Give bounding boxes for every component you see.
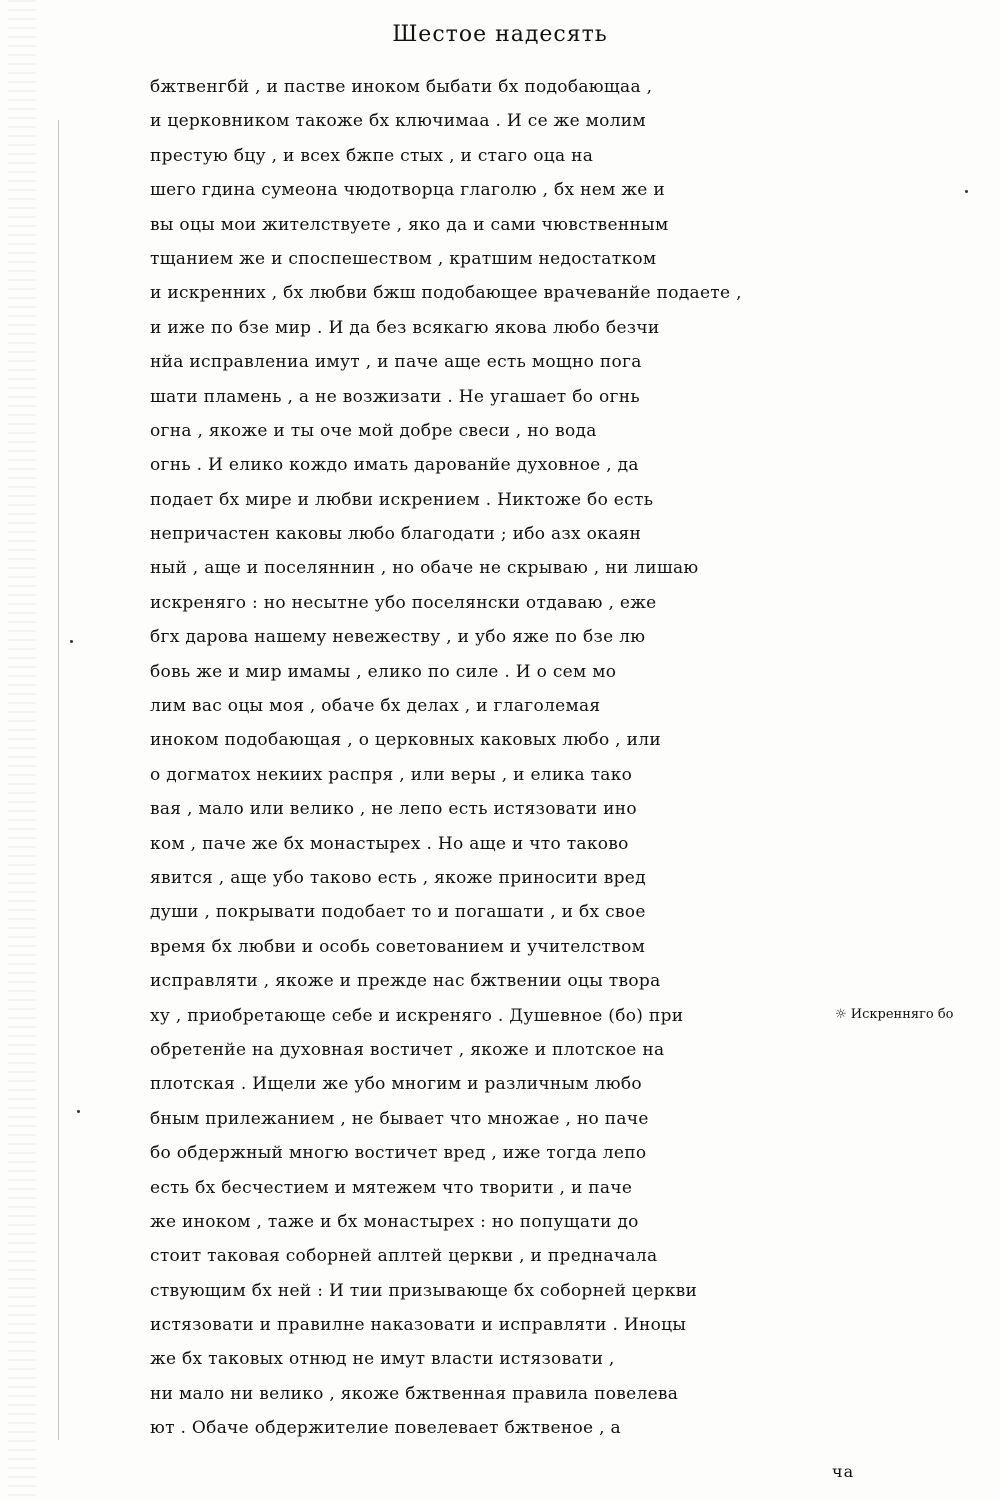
text-line: престую бцу , и всех бжпе стых , и стаго оца на <box>150 145 594 166</box>
text-line: тщанием же и споспешеством , кратшим недостатком <box>150 248 657 269</box>
text-line: огнь . И елико кождо имать дарованйе духовное , да <box>150 455 639 476</box>
text-line: ху , приобретающе себе и искреняго . Душевное (бо) при <box>150 1005 684 1026</box>
text-line: нйа исправлениа имут , и паче аще есть мощно пога <box>150 352 642 373</box>
page-fold-line <box>58 120 59 1440</box>
scan-edge-shadow <box>8 0 36 1500</box>
running-title: Шестое надесять <box>392 22 608 47</box>
text-line: вы оцы мои жителствуете , яко да и сами чювственным <box>150 214 669 235</box>
text-line: шего гдина сумеона чюдотворца глаголю , бх нем же и <box>150 180 665 201</box>
text-line: подает бх мире и любви искрением . Никтоже бо есть <box>150 489 654 510</box>
text-line: искреняго : но несытне убо поселянски отдаваю , еже <box>150 592 657 613</box>
text-line: исправляти , якоже и прежде нас бжтвении оцы твора <box>150 971 661 992</box>
text-line: вая , мало или велико , не лепо есть истязовати ино <box>150 799 637 820</box>
text-line: и искренних , бх любви бжш подобающее врачеванйе подаете , <box>150 283 742 304</box>
text-line: обретенйе на духовная востичет , якоже и плотское на <box>150 1039 665 1060</box>
text-line: ствующим бх ней : И тии призывающе бх соборней церкви <box>150 1280 698 1301</box>
text-line: время бх любви и особь советованием и учителством <box>150 936 646 957</box>
text-line: явится , аще убо таково есть , якоже приносити вред <box>150 867 646 888</box>
text-line: же иноком , таже и бх монастырех : но попущати до <box>150 1211 639 1232</box>
main-text-block <box>150 70 830 1446</box>
scan-speck <box>965 190 968 193</box>
scan-speck <box>77 1110 80 1113</box>
text-line: души , покрывати подобает то и погашати , и бх свое <box>150 902 646 923</box>
folio-number: ча <box>832 1462 855 1481</box>
text-line: стоит таковая соборней аплтей церкви , и предначала <box>150 1246 658 1267</box>
text-line: есть бх бесчестием и мятежем что творити , и паче <box>150 1177 633 1198</box>
text-line: шати пламень , а не возжизати . Не угашает бо огнь <box>150 386 640 407</box>
text-line: бовь же и мир имамы , елико по силе . И о сем мо <box>150 661 617 682</box>
text-line: плотская . Ищели же убо многим и различным любо <box>150 1074 642 1095</box>
text-line: ни мало ни велико , якоже бжтвенная правила повелева <box>150 1383 679 1404</box>
text-line: бным прилежанием , не бывает что множае , но паче <box>150 1108 649 1129</box>
text-line: бгх дарова нашему невежеству , и убо яже по бзе лю <box>150 627 646 648</box>
margin-note: ☼ Искренняго бо <box>835 1007 954 1022</box>
text-line: ком , паче же бх монастырех . Но аще и что таково <box>150 833 629 854</box>
text-line: огна , якоже и ты оче мой добре свеси , но вода <box>150 420 597 441</box>
text-line: ный , аще и поселяннин , но обаче не скрываю , ни лишаю <box>150 558 699 579</box>
text-line: же бх таковых отнюд не имут власти истязовати , <box>150 1349 615 1370</box>
text-line: и иже по бзе мир . И да без всякагю якова любо безчи <box>150 317 660 338</box>
text-line: лим вас оцы моя , обаче бх делах , и глаголемая <box>150 696 601 717</box>
text-line: непричастен каковы любо благодати ; ибо азх окаян <box>150 524 642 545</box>
text-line: иноком подобающая , о церковных каковых любо , или <box>150 730 661 751</box>
text-line: бжтвенгбй , и пастве иноком быбати бх подобающаа , <box>150 77 653 97</box>
text-line: бо обдержный многю востичет вред , иже тогда лепо <box>150 1143 647 1164</box>
text-line: ют . Обаче обдержителие повелевает бжтвеное , а <box>150 1418 621 1439</box>
text-line: и церковником такоже бх ключимаа . И се же молим <box>150 111 646 132</box>
text-line: истязовати и правилне наказовати и исправляти . Иноцы <box>150 1315 687 1336</box>
text-line: о догматох некиих распря , или веры , и елика тако <box>150 764 633 785</box>
scan-speck <box>70 640 73 643</box>
